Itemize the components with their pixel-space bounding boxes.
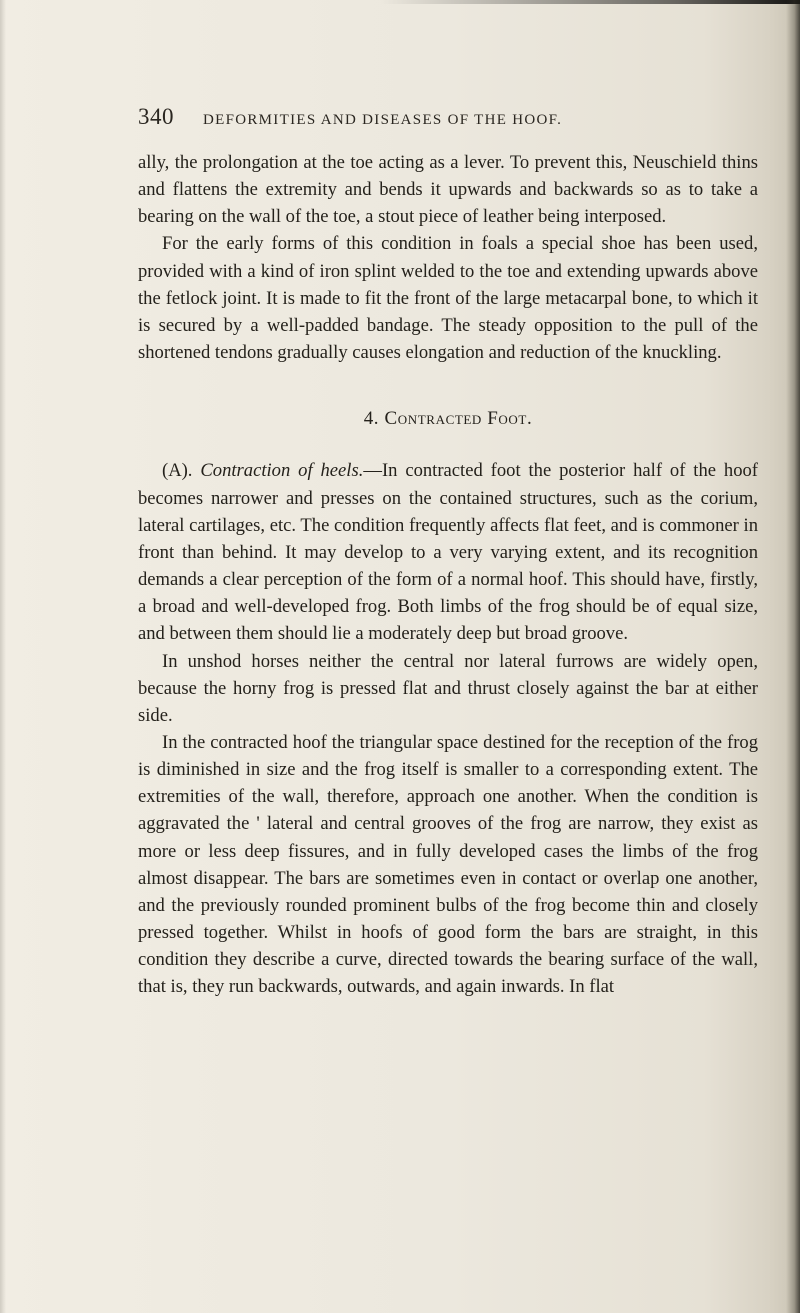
scan-shadow-right <box>786 0 800 1313</box>
scan-shadow-top <box>380 0 800 4</box>
body-text <box>138 149 758 1001</box>
section-heading <box>138 405 758 432</box>
section-number: 4. <box>363 408 380 430</box>
paragraph-contracted-hoof: In the contracted hoof the triangular space destined for the reception of the frog is diminished in size and the frog itself is smaller to a corresponding extent. The extremities of the wall, therefore, approach one another. When the condition is aggravated the ' lateral and central grooves of the frog are narrow, they exist as more or less deep fissures, and in fully developed cases the limbs of the frog almost disappear. The bars are sometimes even in contact or overlap one another, and the previously rounded prominent bulbs of the frog become thin and closely pressed together. Whilst in hoofs of good form the bars are straight, in this condition they describe a curve, directed towards the bearing surface of the wall, that is, they run backwards, outwards, and again inwards. In flat <box>138 731 758 998</box>
running-head: DEFORMITIES AND DISEASES OF THE HOOF. <box>203 112 563 128</box>
subsection-label: (A). <box>162 460 193 482</box>
page-number: 340 <box>138 104 174 129</box>
scan-shadow-left <box>0 0 6 1313</box>
page-header <box>0 104 800 144</box>
subsection-title: Contraction of heels. <box>200 460 364 482</box>
paragraph-foals-shoe: For the early forms of this condition in foals a special shoe has been used, provided with a kind of iron splint welded to the toe and extending upwards above the fetlock joint. It is made to fit the front of the large metacarpal bone, to which it is secured by a well-padded bandage. The steady opposition to the pull of the shortened tendons gradually causes elongation and reduction of the knuckling. <box>138 233 758 364</box>
paragraph-unshod-horses: In unshod horses neither the central nor lateral furrows are widely open, because the horny frog is pressed flat and thrust closely against the bar at either side. <box>138 650 758 726</box>
paragraph-continued: ally, the prolongation at the toe acting as a lever. To prevent this, Neuschield thins and flattens the extremity and bends it upwards and backwards so as to take a bearing on the wall of the toe, a stout piece of leather being interposed. <box>138 152 758 228</box>
subsection-text: —In contracted foot the posterior half of the hoof becomes narrower and presses on the contained structures, such as the corium, lateral cartilages, etc. The condition frequently affects flat feet, and is commoner in front than behind. It may develop to a very varying extent, and its recognition demands a clear perception of the form of a normal hoof. This should have, firstly, a broad and well-developed frog. Both limbs of the frog should be of equal size, and between them should lie a moderately deep but broad groove. <box>138 460 758 645</box>
section-title: Contracted Foot. <box>384 408 533 430</box>
paragraph-contraction-of-heels <box>138 457 758 647</box>
